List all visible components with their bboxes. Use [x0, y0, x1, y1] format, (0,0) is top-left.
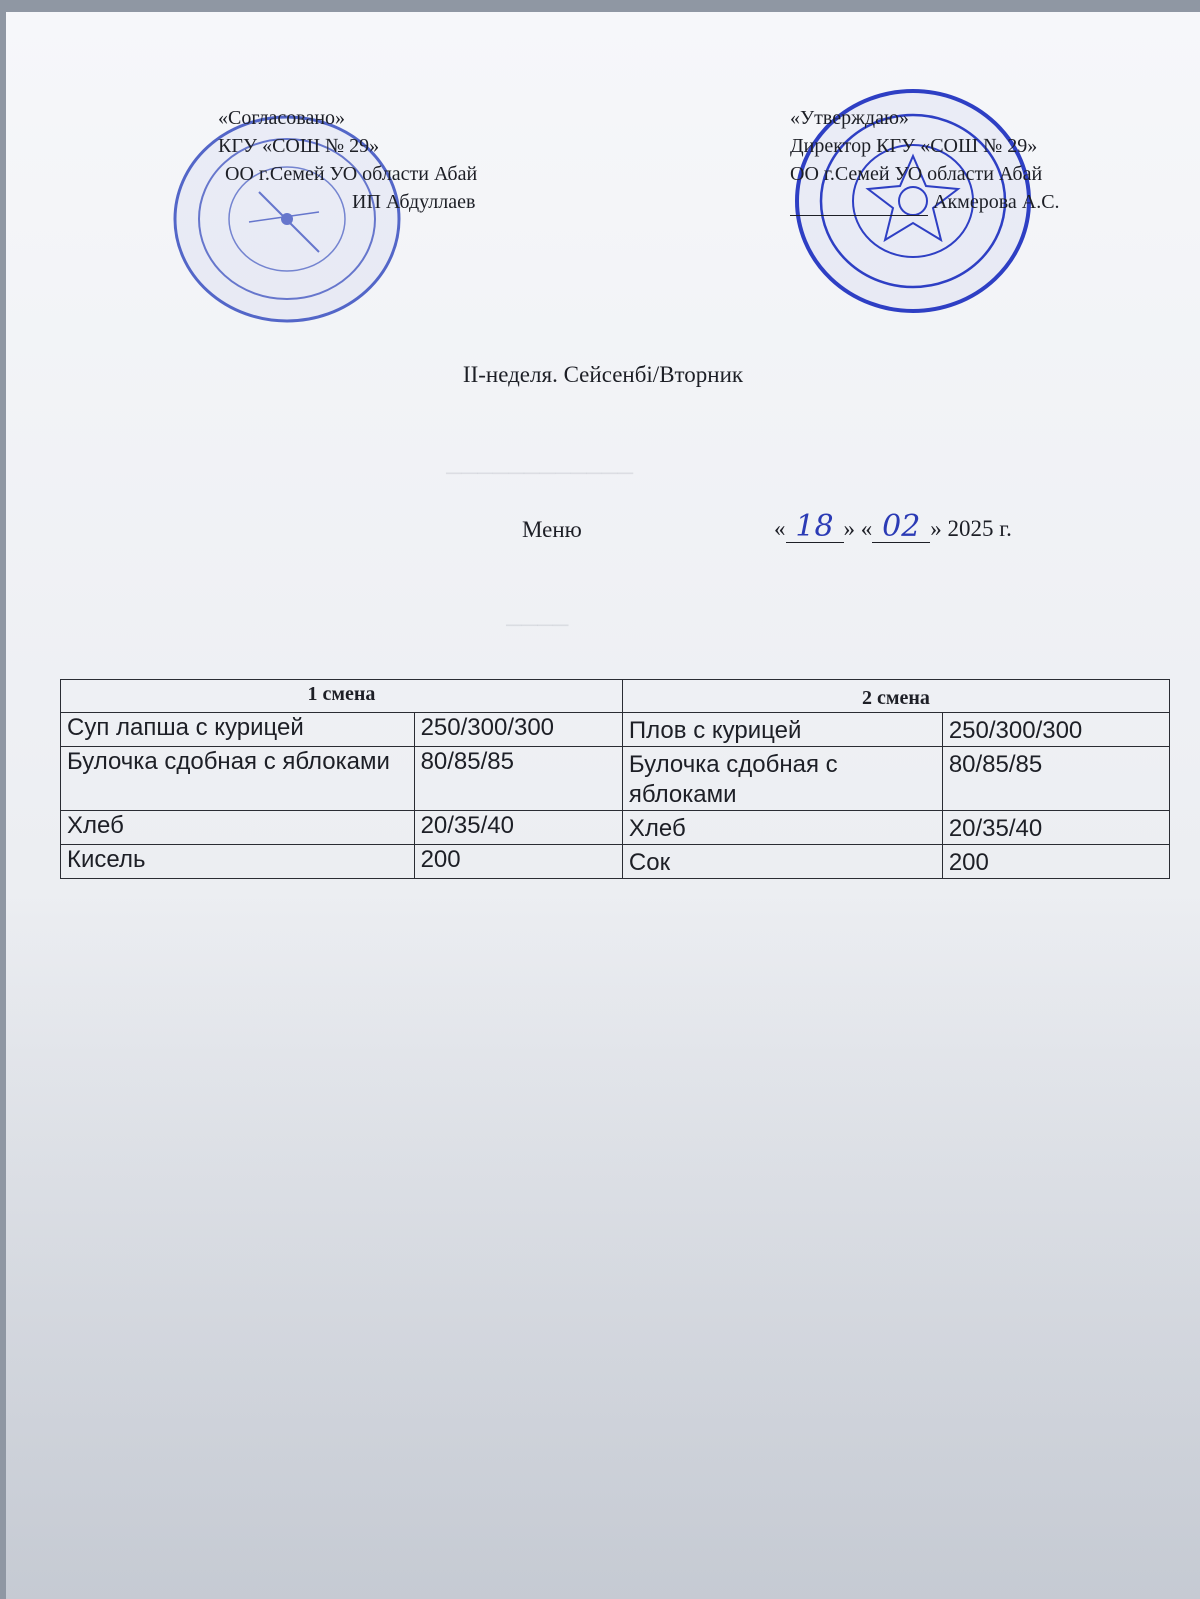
dish-shift2: Плов с курицей [622, 713, 942, 747]
dish-shift1: Булочка сдобная с яблоками [61, 747, 415, 811]
portion-shift2: 200 [942, 845, 1169, 879]
shift-1-header: 1 смена [61, 680, 623, 713]
portion-shift2: 20/35/40 [942, 811, 1169, 845]
date-quote-close: » [930, 516, 942, 541]
portion-shift2: 80/85/85 [942, 747, 1169, 811]
date-month: 02 [872, 512, 930, 543]
portion-shift1: 80/85/85 [414, 747, 622, 811]
approval-right-line1: «Утверждаю» [790, 107, 909, 129]
document-page [6, 12, 1200, 1599]
dish-shift2: Сок [622, 845, 942, 879]
bleed-through: ──────────── [446, 460, 634, 485]
dish-shift2: Хлеб [622, 811, 942, 845]
table-row [61, 713, 1170, 747]
page-title: II-неделя. Сейсенбі/Вторник [462, 362, 744, 387]
dish-shift1: Кисель [61, 845, 415, 879]
portion-shift1: 20/35/40 [414, 811, 622, 845]
dish-shift1: Хлеб [61, 811, 415, 845]
approval-right-line2: Директор КГУ «СОШ № 29» [790, 135, 1038, 157]
portion-shift1: 250/300/300 [414, 713, 622, 747]
approval-left-name: ИП Абдуллаев [352, 191, 476, 213]
page-shadow [6, 892, 1200, 1599]
approval-left-signer [218, 188, 477, 216]
date-day: 18 [786, 512, 844, 543]
portion-shift1: 200 [414, 845, 622, 879]
portion-shift2: 250/300/300 [942, 713, 1169, 747]
approval-right-line3: ОО г.Семей УО области Абай [790, 163, 1043, 185]
signature-line [790, 195, 928, 216]
dish-shift1: Суп лапша с курицей [61, 713, 415, 747]
approval-right-signer [790, 188, 1060, 216]
table-header-row [61, 680, 1170, 713]
date-quote-open: « [774, 516, 786, 541]
bleed-through: ──── [506, 612, 569, 637]
dish-shift2: Булочка сдобная с яблоками [622, 747, 942, 811]
table-row [61, 747, 1170, 811]
menu-date [774, 509, 1012, 544]
approval-block-left [218, 104, 477, 216]
shift-2-header: 2 смена [622, 680, 1169, 713]
date-year: 2025 г. [941, 516, 1012, 541]
date-quote-mid: » « [843, 516, 873, 541]
menu-label: Меню [522, 517, 582, 542]
table-row [61, 845, 1170, 879]
approval-left-line1: «Согласовано» [218, 107, 346, 129]
approval-right-name: Акмерова А.С. [933, 191, 1060, 213]
menu-table [60, 679, 1170, 879]
approval-left-line3: ОО г.Семей УО области Абай [225, 163, 478, 185]
table-row [61, 811, 1170, 845]
approval-left-line2: КГУ «СОШ № 29» [218, 135, 380, 157]
approval-block-right [790, 104, 1060, 216]
